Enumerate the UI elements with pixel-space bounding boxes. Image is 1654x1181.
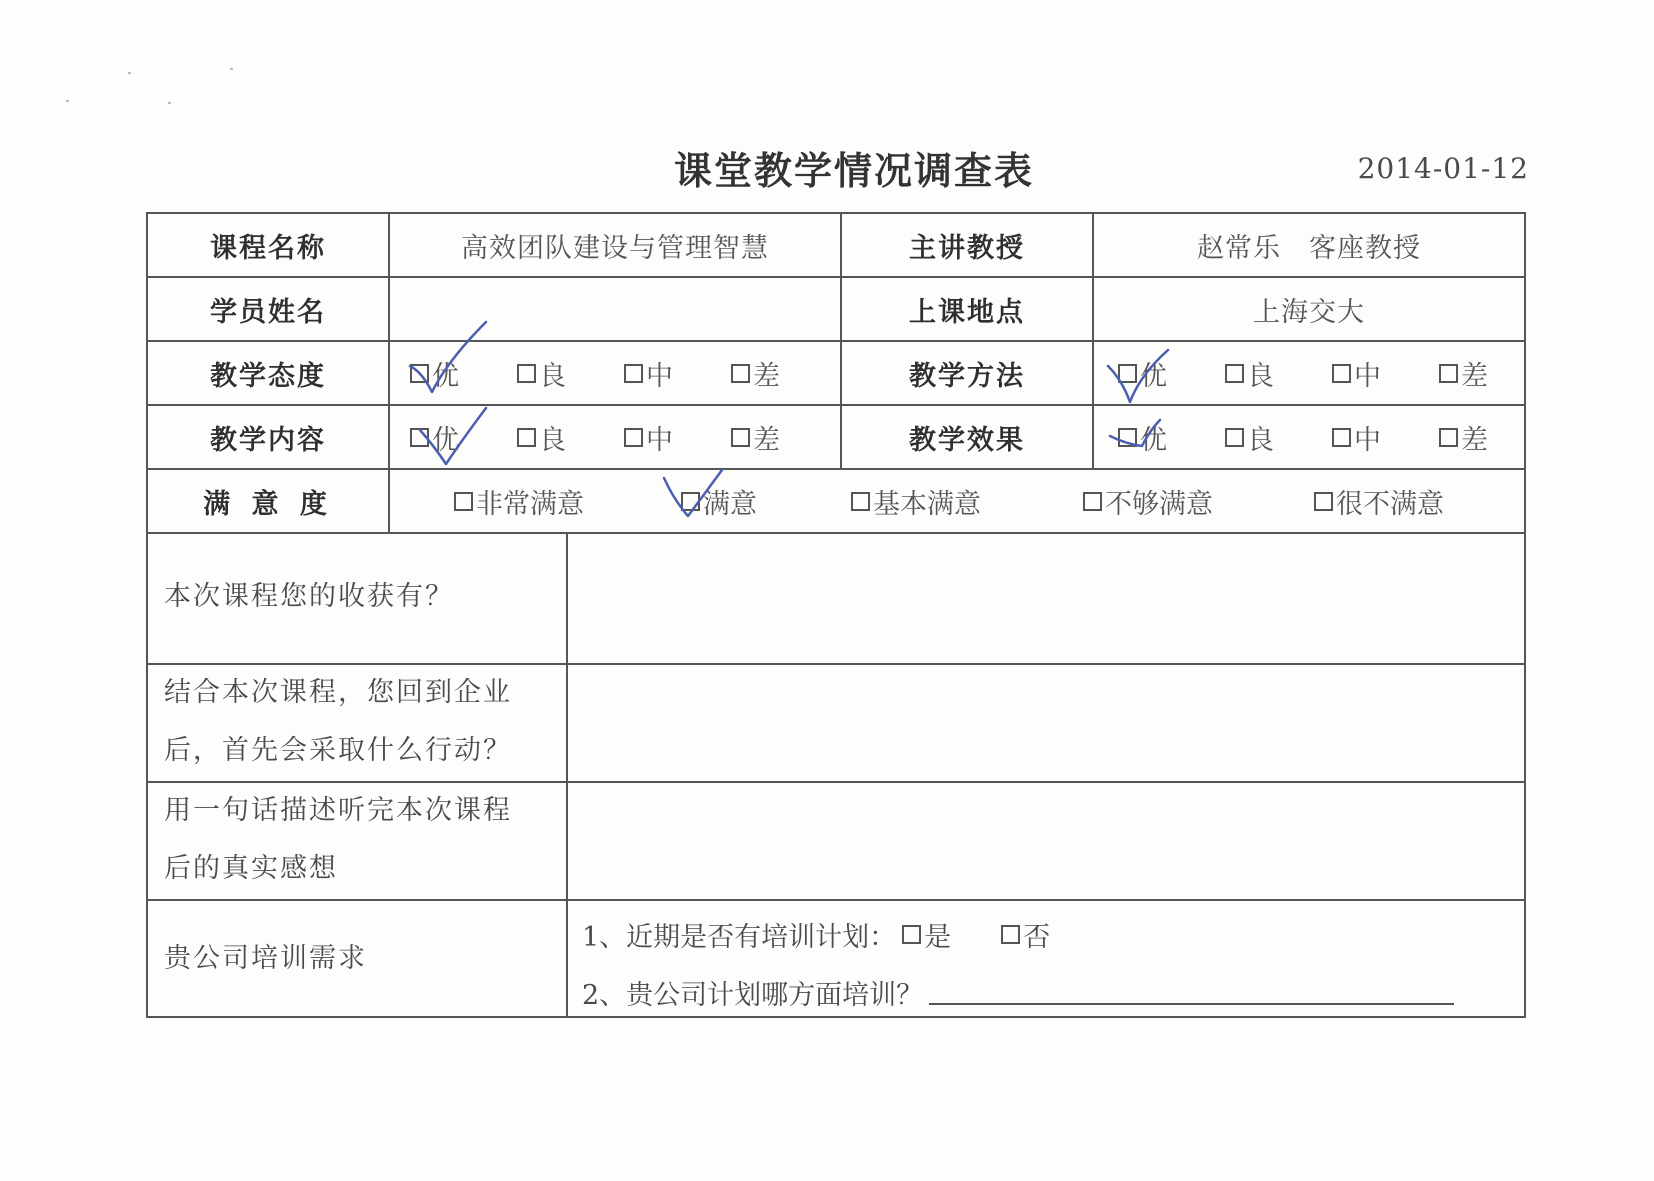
question-feeling-line2: 后的真实感想 [164, 853, 338, 884]
professor-label: 主讲教授 [909, 232, 1025, 264]
question-gain: 本次课程您的收获有？ [164, 581, 454, 612]
checkbox[interactable] [731, 364, 750, 383]
checkbox[interactable] [1439, 428, 1458, 447]
question-training-needs: 贵公司培训需求 [164, 943, 367, 974]
checkbox[interactable] [1332, 364, 1351, 383]
paper-speck [168, 102, 171, 104]
checkbox-no[interactable] [1001, 925, 1020, 944]
attitude-option-excellent[interactable]: 优 [410, 354, 517, 393]
effect-option-excellent[interactable]: 优 [1118, 418, 1225, 457]
checkbox[interactable] [1225, 364, 1244, 383]
paper-speck [66, 100, 69, 102]
survey-table [146, 212, 1526, 1018]
student-name-label: 学员姓名 [210, 296, 326, 328]
question-feeling-line1: 用一句话描述听完本次课程 [164, 795, 512, 826]
method-option-good[interactable]: 良 [1225, 354, 1332, 393]
method-option-excellent[interactable]: 优 [1118, 354, 1225, 393]
checkbox[interactable] [517, 428, 536, 447]
checkbox[interactable] [410, 428, 429, 447]
checkbox[interactable] [410, 364, 429, 383]
effect-label: 教学效果 [909, 424, 1025, 456]
checkbox[interactable] [681, 492, 700, 511]
checkbox[interactable] [1225, 428, 1244, 447]
checkbox[interactable] [454, 492, 473, 511]
satisfaction-option-satisfied[interactable]: 满意 [681, 482, 851, 521]
checkbox[interactable] [1083, 492, 1102, 511]
satisfaction-options [454, 470, 1464, 532]
question-action-line2: 后，首先会采取什么行动？ [164, 735, 512, 766]
content-option-excellent[interactable]: 优 [410, 418, 517, 457]
effect-option-poor[interactable]: 差 [1439, 418, 1509, 457]
attitude-option-average[interactable]: 中 [624, 354, 731, 393]
answer-action-field[interactable] [568, 665, 1524, 781]
checkbox[interactable] [624, 364, 643, 383]
effect-option-average[interactable]: 中 [1332, 418, 1439, 457]
satisfaction-label: 满 意 度 [203, 488, 333, 520]
checkbox[interactable] [851, 492, 870, 511]
question-action-line1: 结合本次课程，您回到企业 [164, 677, 512, 708]
satisfaction-option-very-dissatisfied[interactable]: 很不满意 [1314, 482, 1464, 521]
method-options [1118, 342, 1509, 404]
checkbox[interactable] [1439, 364, 1458, 383]
satisfaction-option-very-satisfied[interactable]: 非常满意 [454, 482, 681, 521]
course-name-value[interactable]: 高效团队建设与管理智慧 [461, 232, 769, 264]
content-label: 教学内容 [210, 424, 326, 456]
course-name-label: 课程名称 [210, 232, 326, 264]
attitude-option-poor[interactable]: 差 [731, 354, 811, 393]
training-area-question: 2、贵公司计划哪方面培训？ [582, 972, 1454, 1012]
paper-speck [230, 68, 233, 70]
checkbox-yes[interactable] [902, 925, 921, 944]
training-area-blank[interactable] [929, 979, 1454, 1005]
method-label: 教学方法 [909, 360, 1025, 392]
form-title: 课堂教学情况调查表 [673, 149, 1034, 193]
content-option-poor[interactable]: 差 [731, 418, 811, 457]
checkbox[interactable] [1314, 492, 1333, 511]
satisfaction-option-basically-satisfied[interactable]: 基本满意 [851, 482, 1083, 521]
checkbox[interactable] [1332, 428, 1351, 447]
attitude-options [410, 342, 811, 404]
checkbox[interactable] [1118, 428, 1137, 447]
effect-options [1118, 406, 1509, 468]
answer-feeling-field[interactable] [568, 783, 1524, 899]
method-option-average[interactable]: 中 [1332, 354, 1439, 393]
content-option-good[interactable]: 良 [517, 418, 624, 457]
student-name-field[interactable] [390, 278, 840, 340]
professor-value[interactable]: 赵常乐 客座教授 [1197, 232, 1421, 264]
checkbox[interactable] [624, 428, 643, 447]
checkbox[interactable] [1118, 364, 1137, 383]
checkbox[interactable] [731, 428, 750, 447]
content-option-average[interactable]: 中 [624, 418, 731, 457]
checkbox[interactable] [517, 364, 536, 383]
attitude-label: 教学态度 [210, 360, 326, 392]
paper-speck [128, 72, 131, 74]
method-option-poor[interactable]: 差 [1439, 354, 1509, 393]
training-plan-question: 1、近期是否有培训计划： 是 否 [582, 921, 1051, 953]
attitude-option-good[interactable]: 良 [517, 354, 624, 393]
effect-option-good[interactable]: 良 [1225, 418, 1332, 457]
location-label: 上课地点 [909, 296, 1025, 328]
content-options [410, 406, 811, 468]
row-divider [148, 899, 1524, 901]
form-date: 2014-01-12 [1357, 152, 1529, 185]
satisfaction-option-not-satisfied-enough[interactable]: 不够满意 [1083, 482, 1314, 521]
location-value[interactable]: 上海交大 [1253, 296, 1365, 328]
answer-gain-field[interactable] [568, 534, 1524, 663]
